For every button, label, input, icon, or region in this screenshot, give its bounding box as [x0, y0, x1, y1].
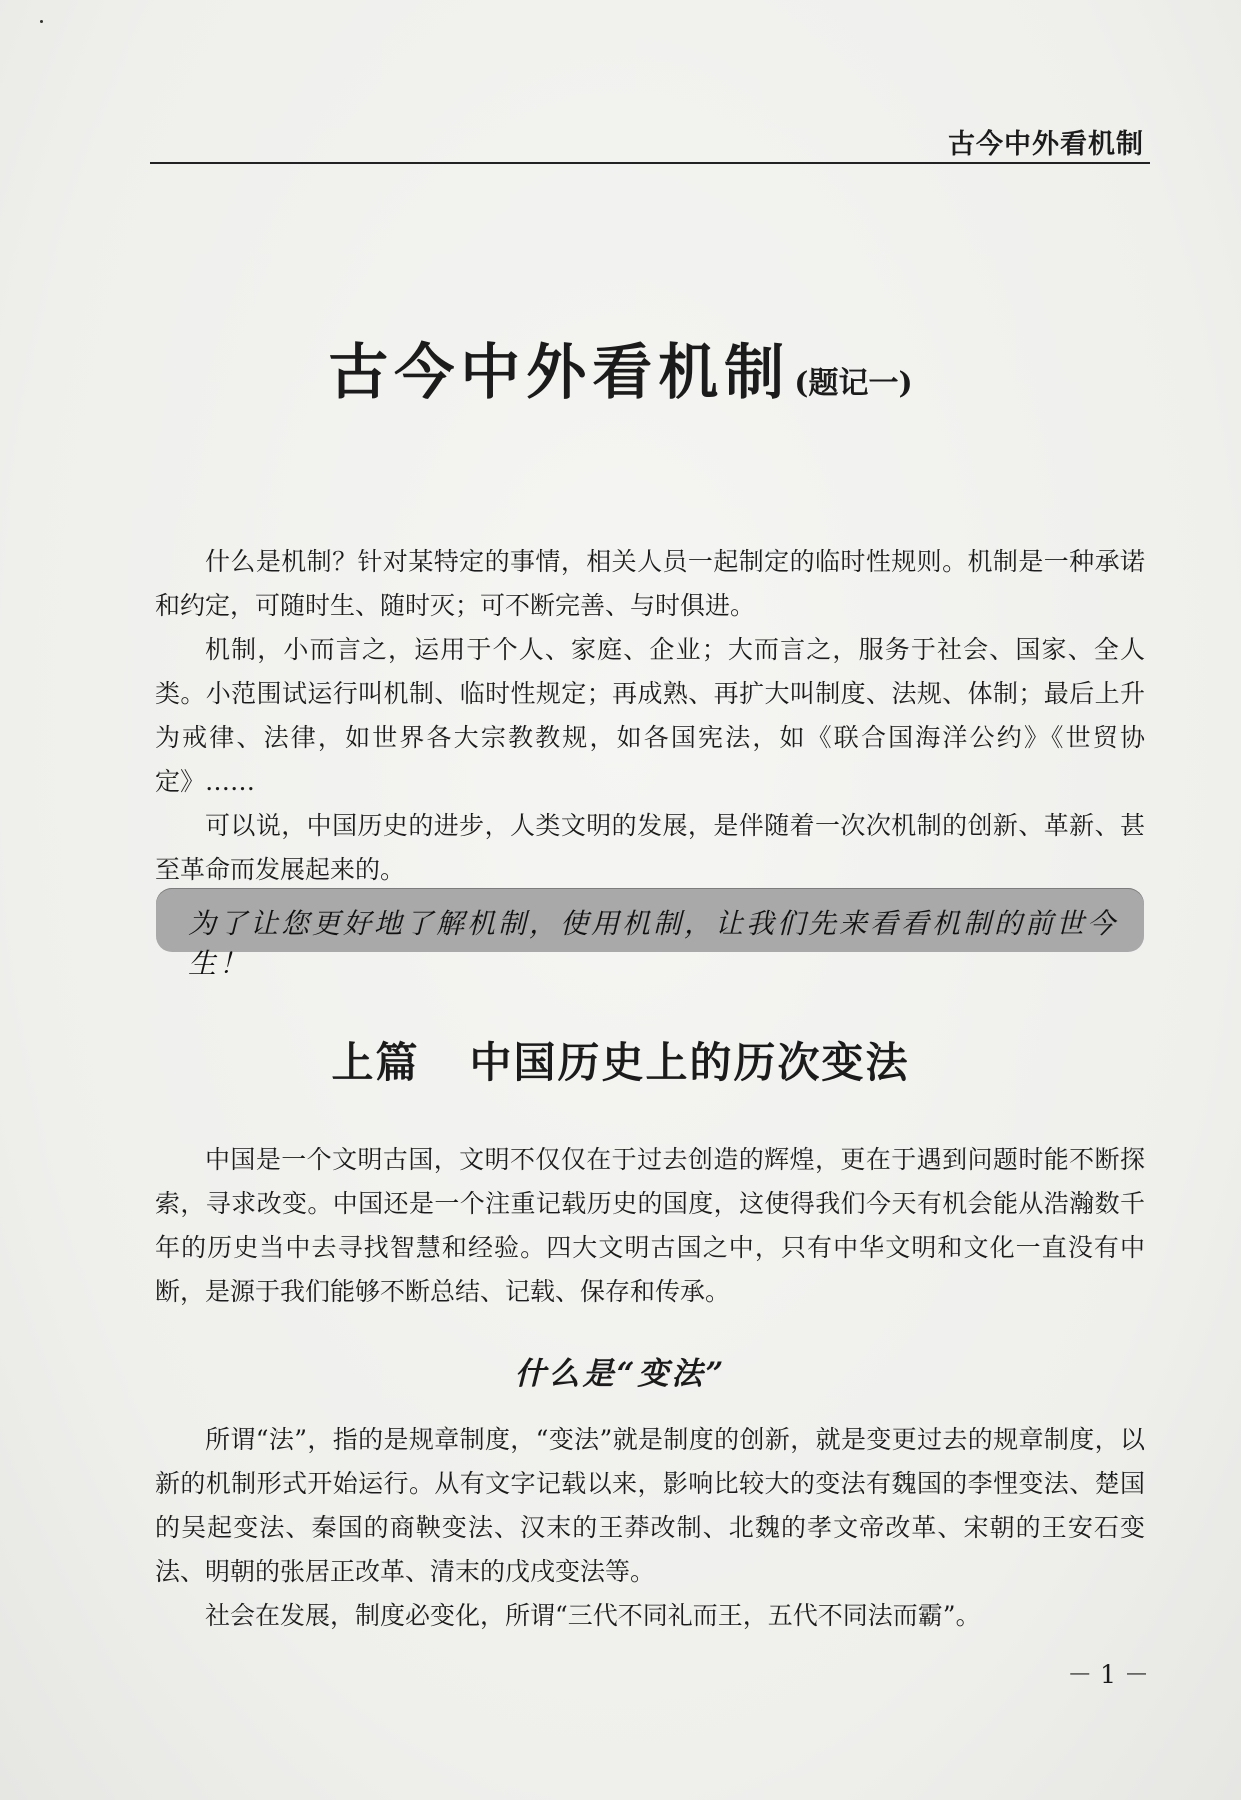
- section-heading: [0, 1030, 1241, 1090]
- intro-paragraph: 机制，小而言之，运用于个人、家庭、企业；大而言之，服务于社会、国家、全人类。小范围试运行叫机制、临时性规定；再成熟、再扩大叫制度、法规、体制；最后上升为戒律、法律，如世界各大宗教教规，如各国宪法，如《联合国海洋公约》《世贸协定》……: [155, 635, 1145, 796]
- running-header: [150, 118, 1150, 164]
- callout-banner: [156, 888, 1144, 980]
- section-title: 中国历史上的历次变法: [469, 1038, 910, 1087]
- page-number: － 1 －: [1067, 1660, 1149, 1689]
- running-header-title: 古今中外看机制: [948, 129, 1144, 160]
- section-body: [155, 1138, 1145, 1314]
- callout-banner-text: 为了让您更好地了解机制，使用机制，让我们先来看看机制的前世今生！: [188, 907, 1119, 980]
- page-title-main: 古今中外看机制: [328, 338, 791, 408]
- scan-speck: [40, 20, 43, 23]
- subsection-paragraph: 社会在发展，制度必变化，所谓“三代不同礼而王，五代不同法而霸”。: [205, 1601, 981, 1630]
- intro-paragraph: 什么是机制？针对某特定的事情，相关人员一起制定的临时性规则。机制是一种承诺和约定，可随时生、随时灭；可不断完善、与时俱进。: [155, 547, 1145, 620]
- section-paragraph: 中国是一个文明古国，文明不仅仅在于过去创造的辉煌，更在于遇到问题时能不断探索，寻求改变。中国还是一个注重记载历史的国度，这使得我们今天有机会能从浩瀚数千年的历史当中去寻找智慧和经验。四大文明古国之中，只有中华文明和文化一直没有中断，是源于我们能够不断总结、记载、保存和传承。: [155, 1145, 1145, 1306]
- intro-section: [155, 540, 1145, 892]
- subsection-paragraph: 所谓“法”，指的是规章制度，“变法”就是制度的创新，就是变更过去的规章制度，以新的机制形式开始运行。从有文字记载以来，影响比较大的变法有魏国的李悝变法、楚国的吴起变法、秦国的商鞅变法、汉末的王莽改制、北魏的孝文帝改革、宋朝的王安石变法、明朝的张居正改革、清末的戊戌变法等。: [155, 1425, 1145, 1586]
- subsection-heading: 什么是“变法”: [514, 1356, 727, 1392]
- subsection-body: [155, 1418, 1145, 1638]
- page-title-note: (题记一): [794, 366, 913, 401]
- page-title: [0, 325, 1241, 411]
- section-part-label: 上篇: [331, 1038, 420, 1087]
- intro-paragraph: 可以说，中国历史的进步，人类文明的发展，是伴随着一次次机制的创新、革新、甚至革命而发展起来的。: [155, 811, 1145, 884]
